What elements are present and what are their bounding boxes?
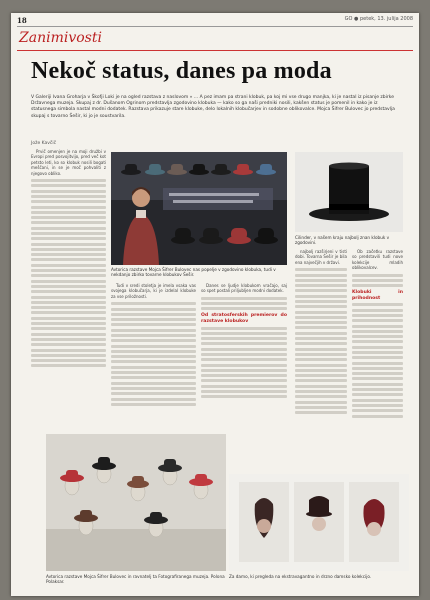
page-header-date: GO ● petek, 13. julija 2008 (344, 16, 413, 22)
caption-main-photo: Avtorica razstave Mojca Šifrer Bulovec nas popelje v zgodovino klobuka, tudi v nekdanjo zbirko tovarne klobukov Šešir. (111, 267, 276, 278)
hats-photo-illustration (111, 152, 287, 265)
lead-paragraph: V Galeriji Ivana Groharja v Škofji Loki je na ogled razstava z naslovom » ... A pez imam pa strani klobuk, pa koj mi vse drugo manjka, ki je nastal iz pisanje zbirke Državnega muzeja. Skupaj z dr. Dušanom Ogrinom predstavlja zgodovino klobuka — kako so ga naši predniki nosili, kakšen status je pomenil in kako je iz statusnega simbola nastal modni dodatek. Razstava prikazuje stare klobuke, delo lokalnih klobučarjev in sodobne oblikovalce. Mojca Šifrer Bulovec jo predstavlja skupaj s tovarno Šešir, ki jo je soustvarila. (31, 95, 395, 119)
header-rule (17, 26, 413, 27)
subheading: Od stratosferskih premierov do razstave klobukov (201, 313, 287, 324)
article-column-2 (111, 283, 196, 431)
headline: Nekoč status, danes pa moda (31, 58, 332, 84)
column-text: Danes se ljudje klobukom vračajo, saj so spet postali priljubljen modni dodatek. (201, 283, 287, 294)
column-text: najbolj razširjeni v tisti dobi. Tovarna Šešir je bila ena največjih v državi. (295, 249, 347, 265)
page-number: 18 (17, 16, 27, 25)
photo-three-hats (229, 474, 409, 571)
hat-display-illustration (46, 434, 226, 571)
section-title: Zanimivosti (19, 30, 102, 46)
photo-hat-display (46, 434, 226, 571)
top-hat-illustration (295, 152, 403, 232)
section-rule (17, 50, 413, 51)
article-column-3 (201, 283, 287, 431)
article-column-1 (31, 149, 106, 429)
column-text: Prvič omenjen je na moji družbi v Evropi pred posvojitvijo, pred več kot petsto leti, ko so klobuk nosili bogati meščani, in se je moč pohvaliti z njegovo obliko. (31, 149, 106, 176)
photo-top-hat (295, 152, 403, 232)
subheading: Klobuki in prihodnost (352, 290, 403, 301)
byline: Jože Kavčič (31, 141, 57, 146)
caption-hat-display: Avtorica razstave Mojca Šifrer Bulovec in ravnatelj ta Fotografiranega muzeja. Polona Polaksar. (46, 574, 225, 585)
article-column-4 (295, 249, 347, 471)
column-text: Tudi v sredi stoletja je imela vsaka vas svojega klobučarja, ki je izdelal klobuke za vse priložnosti. (111, 283, 196, 299)
article-column-5 (352, 249, 403, 471)
caption-three-hats: Za damo, ki pregleda na ekstravagantno in drzno damsko kolekcijo. (229, 574, 372, 579)
caption-top-hat: Cilinder, v našem kraju najbolj znan klobuk v zgodovini. (295, 235, 390, 246)
newspaper-page (11, 13, 419, 596)
photo-exhibition-hats (111, 152, 287, 265)
three-hats-illustration (229, 474, 409, 571)
column-text: Ob začetku razstave so predstavili tudi nove kolekcije mladih oblikovalcev. (352, 249, 403, 271)
